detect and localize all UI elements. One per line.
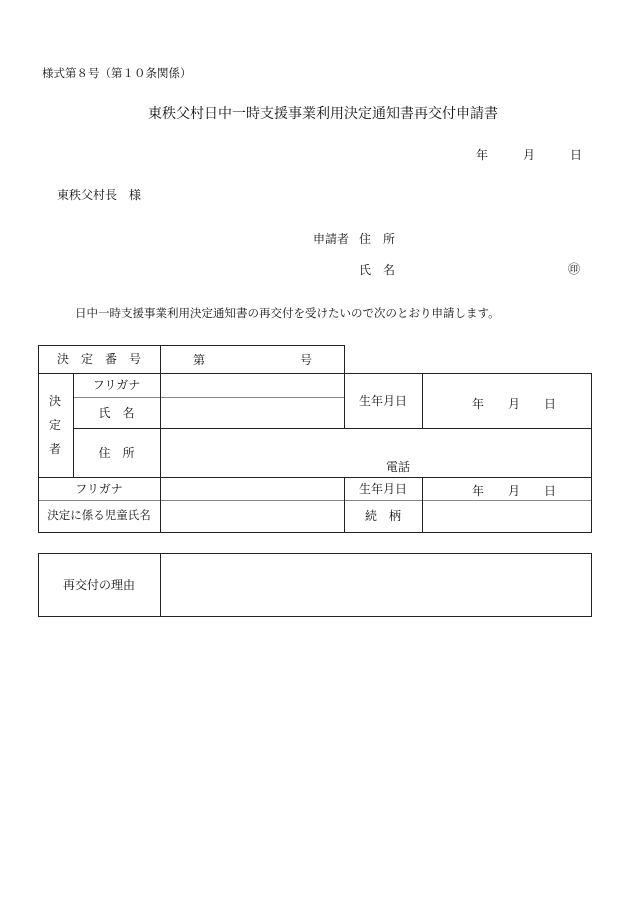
addressee: 東秩父村長 様 bbox=[57, 188, 142, 202]
seal-icon: ㊞ bbox=[568, 262, 581, 276]
statement: 日中一時支援事業利用決定通知書の再交付を受けたいので次のとおり申請します。 bbox=[75, 306, 500, 320]
decision-number-dai: 第 bbox=[193, 353, 206, 367]
recipient-birth-month: 月 bbox=[508, 397, 521, 411]
recipient-name-label: 氏 名 bbox=[98, 405, 135, 420]
applicant-address-label: 住 所 bbox=[359, 232, 396, 246]
child-furigana-label: フリガナ bbox=[75, 481, 123, 496]
child-birth-month: 月 bbox=[508, 484, 521, 498]
date-month: 月 bbox=[523, 148, 536, 162]
child-birth-year: 年 bbox=[472, 484, 485, 498]
child-birthdate-label: 生年月日 bbox=[358, 481, 407, 496]
recipient-address-label: 住 所 bbox=[98, 445, 135, 460]
recipient-birthdate-label: 生年月日 bbox=[358, 393, 407, 408]
date-year: 年 bbox=[476, 148, 489, 162]
recipient-char-1: 決 bbox=[49, 394, 62, 408]
date-day: 日 bbox=[570, 148, 583, 162]
applicant-name-label: 氏 名 bbox=[359, 263, 396, 277]
child-birth-day: 日 bbox=[544, 484, 557, 498]
recipient-furigana-label: フリガナ bbox=[92, 378, 141, 392]
form-number: 様式第８号（第１０条関係） bbox=[42, 66, 192, 80]
recipient-birth-year: 年 bbox=[472, 397, 485, 411]
applicant-label: 申請者 bbox=[313, 232, 350, 246]
reason-label: 再交付の理由 bbox=[62, 577, 135, 592]
child-name-label: 決定に係る児童氏名 bbox=[47, 508, 151, 523]
relationship-label: 続 柄 bbox=[364, 509, 401, 523]
page-title: 東秩父村日中一時支援事業利用決定通知書再交付申請書 bbox=[148, 106, 498, 122]
decision-number-go: 号 bbox=[300, 353, 313, 367]
recipient-char-3: 者 bbox=[49, 442, 62, 456]
recipient-char-2: 定 bbox=[49, 418, 62, 432]
recipient-phone-label: 電話 bbox=[386, 460, 411, 474]
recipient-birth-day: 日 bbox=[544, 397, 557, 411]
decision-number-label: 決 定 番 号 bbox=[56, 352, 141, 366]
